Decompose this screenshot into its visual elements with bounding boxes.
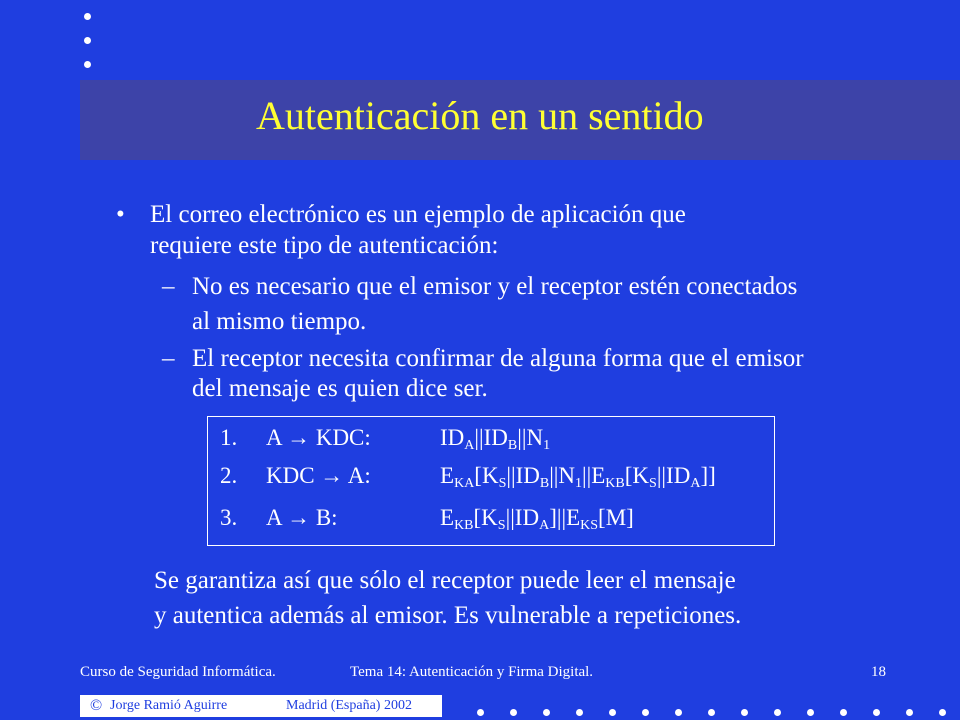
decor-dot: [543, 709, 550, 716]
slide-title: Autenticación en un sentido: [256, 93, 704, 138]
footer-page-number: 18: [871, 664, 886, 680]
decor-dot: [708, 709, 715, 716]
decor-dot: [84, 37, 91, 44]
dash-marker: –: [162, 345, 175, 372]
decor-dot: [477, 709, 484, 716]
decor-dot: [741, 709, 748, 716]
decor-dot: [609, 709, 616, 716]
conclusion-line1: Se garantiza así que sólo el receptor puede leer el mensaje: [154, 567, 736, 594]
protocol-step-parties: A → KDC:: [266, 425, 371, 450]
decor-dot: [84, 13, 91, 20]
decor-dot: [510, 709, 517, 716]
bullet-text-line1: El correo electrónico es un ejemplo de aplicación que: [150, 201, 686, 228]
decor-dot: [840, 709, 847, 716]
protocol-step-number: 2.: [220, 463, 238, 488]
decor-dot: [576, 709, 583, 716]
sub-bullet-2-line2: del mensaje es quien dice ser.: [192, 375, 488, 402]
footer-author: Jorge Ramió Aguirre: [110, 698, 228, 713]
footer-topic: Tema 14: Autenticación y Firma Digital.: [350, 664, 594, 680]
sub-bullet-1-line2: al mismo tiempo.: [192, 308, 367, 335]
conclusion-line2: y autentica además al emisor. Es vulnerable a repeticiones.: [154, 602, 742, 629]
decor-dot: [939, 709, 946, 716]
sub-bullet-1-line1: No es necesario que el emisor y el receptor estén conectados: [192, 273, 798, 300]
decor-dot: [642, 709, 649, 716]
footer-course: Curso de Seguridad Informática.: [80, 664, 276, 680]
protocol-step-number: 3.: [220, 505, 238, 530]
protocol-step-message: $ID_A||ID_B||N_1$: [440, 425, 551, 453]
copyright-symbol: ©: [90, 697, 103, 714]
decor-dot: [906, 709, 913, 716]
bullet-marker: •: [116, 201, 125, 228]
protocol-step-parties: A → B:: [266, 505, 338, 530]
decor-dot: [84, 61, 91, 68]
decor-dot: [774, 709, 781, 716]
decor-dot: [873, 709, 880, 716]
footer-location: Madrid (España) 2002: [286, 698, 412, 713]
dash-marker: –: [162, 273, 175, 300]
protocol-step-parties: KDC → A:: [266, 463, 371, 488]
protocol-step-message: $E_{KA}[K_S||ID_B||N_1||E_{KB}[K_S||ID_A]]$: [440, 463, 716, 491]
sub-bullet-2-line1: El receptor necesita confirmar de alguna forma que el emisor: [192, 345, 804, 372]
decor-dot: [675, 709, 682, 716]
protocol-step-number: 1.: [220, 425, 238, 450]
protocol-step-message: $E_{KB}[K_S||ID_A]||E_{KS}[M]$: [440, 505, 634, 533]
decor-dot: [807, 709, 814, 716]
bullet-text-line2: requiere este tipo de autenticación:: [150, 232, 499, 259]
